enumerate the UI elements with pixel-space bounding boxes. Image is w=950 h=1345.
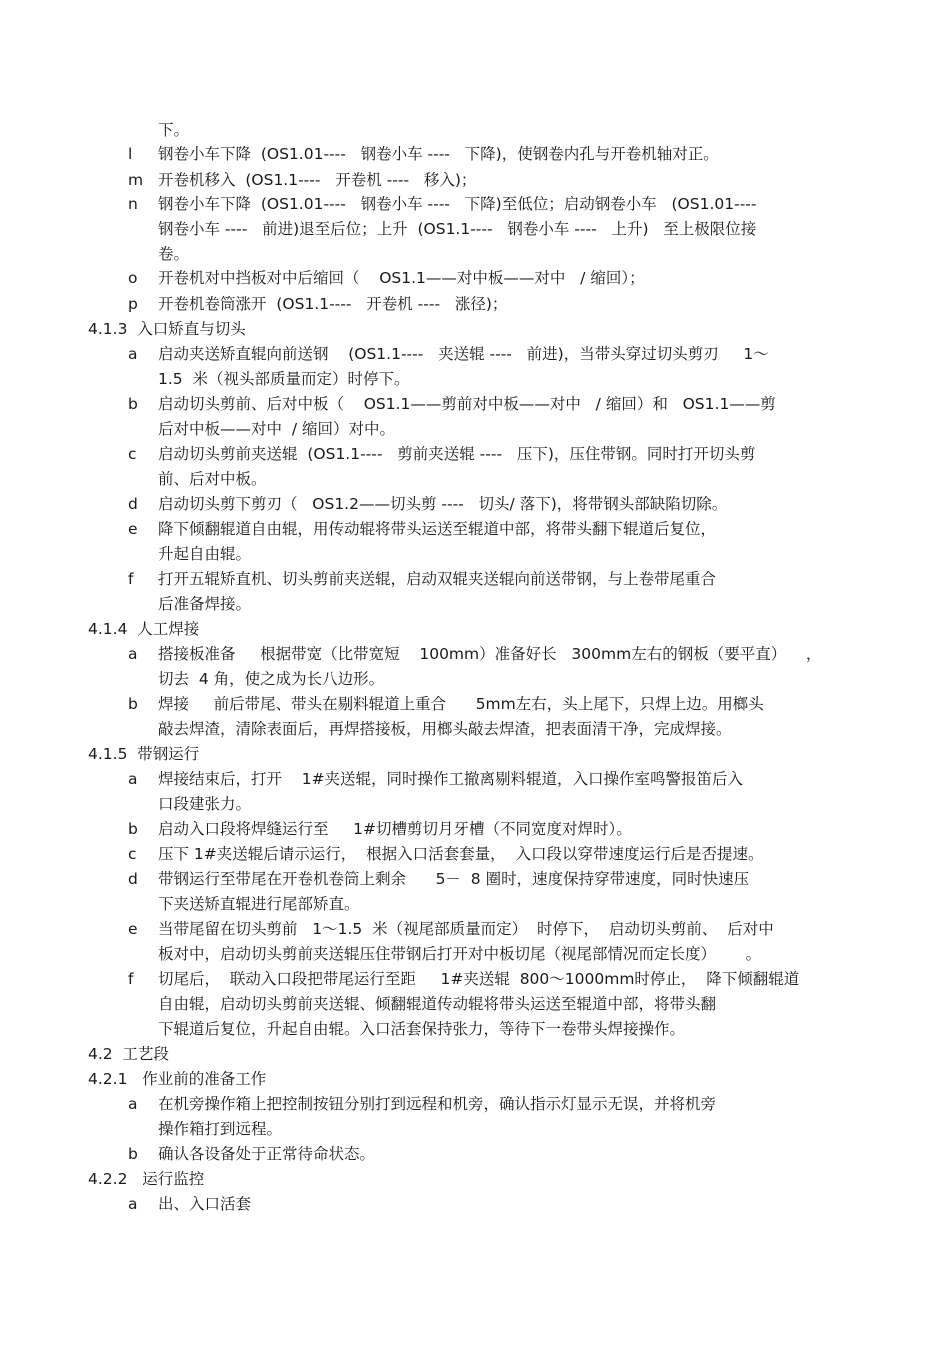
list-item-text: 确认各设备处于正常待命状态。 (158, 1145, 376, 1163)
list-item-continuation: 下夹送矫直辊进行尾部矫直。 (158, 895, 360, 913)
list-item-marker: a (128, 345, 138, 363)
list-item-continuation: 下辊道后复位，升起自由辊。入口活套保持张力，等待下一卷带头焊接操作。 (158, 1020, 686, 1038)
list-item-marker: b (128, 1145, 138, 1163)
list-item-text: 开卷机卷筒涨开 (OS1.1---- 开卷机 ---- 涨径)； (158, 295, 508, 313)
list-item-text: 降下倾翻辊道自由辊，用传动辊将带头运送至辊道中部，将带头翻下辊道后复位， (158, 520, 717, 538)
list-item-continuation: 切去 4 角，使之成为长八边形。 (158, 670, 385, 688)
list-item-continuation: 板对中，启动切头剪前夹送辊压住带钢后打开对中板切尾（视尾部情况而定长度） 。 (158, 945, 762, 963)
list-item-continuation: 后准备焊接。 (158, 595, 252, 613)
list-item-text: 压下 1#夹送辊后请示运行， 根据入口活套套量， 入口段以穿带速度运行后是否提速。 (158, 845, 764, 863)
list-item-marker: b (128, 695, 138, 713)
list-item-text: 启动夹送矫直辊向前送钢 (OS1.1---- 夹送辊 ---- 前进)，当带头穿过切头剪刃 1～ (158, 345, 769, 363)
list-item-text: 搭接板准备 根据带宽（比带宽短 100mm）准备好长 300mm左右的钢板（要平直） ， (158, 645, 822, 663)
list-item-marker: b (128, 395, 138, 413)
list-item-marker: b (128, 820, 138, 838)
list-item-text: 启动切头剪前、后对中板（ OS1.1——剪前对中板——对中 / 缩回）和 OS1.1——剪 (158, 395, 776, 413)
list-item-continuation: 升起自由辊。 (158, 545, 252, 563)
list-item-marker: l (128, 145, 133, 163)
list-item-text: 钢卷小车下降 (OS1.01---- 钢卷小车 ---- 下降)至低位；启动钢卷小车 (OS1.01---- (158, 195, 757, 213)
list-item-marker: n (128, 195, 138, 213)
section-heading: 4.1.5 带钢运行 (88, 745, 200, 763)
list-item-text: 开卷机移入 (OS1.1---- 开卷机 ---- 移入)； (158, 171, 477, 189)
list-item-marker: e (128, 520, 138, 538)
section-heading: 4.1.3 入口矫直与切头 (88, 320, 246, 338)
list-item-continuation: 前、后对中板。 (158, 470, 267, 488)
section-heading: 4.1.4 人工焊接 (88, 620, 200, 638)
list-item-marker: d (128, 495, 138, 513)
list-item-marker: c (128, 845, 137, 863)
list-item-marker: f (128, 970, 134, 988)
list-item-marker: e (128, 920, 138, 938)
list-item-text: 在机旁操作箱上把控制按钮分别打到远程和机旁，确认指示灯显示无误，并将机旁 (158, 1095, 717, 1113)
list-item-marker: d (128, 870, 138, 888)
list-item-continuation: 卷。 (158, 245, 190, 263)
list-item-text: 焊接结束后，打开 1#夹送辊，同时操作工撤离剔料辊道，入口操作室鸣警报笛后入 (158, 770, 744, 788)
section-heading: 4.2.2 运行监控 (88, 1170, 205, 1188)
list-item-text: 开卷机对中挡板对中后缩回（ OS1.1——对中板——对中 / 缩回）； (158, 269, 645, 287)
list-item-text: 打开五辊矫直机、切头剪前夹送辊，启动双辊夹送辊向前送带钢，与上卷带尾重合 (158, 570, 717, 588)
list-item-continuation: 下。 (158, 121, 190, 139)
section-heading: 4.2 工艺段 (88, 1045, 170, 1063)
list-item-text: 切尾后， 联动入口段把带尾运行至距 1#夹送辊 800～1000mm时停止， 降下倾翻辊道 (158, 970, 800, 988)
list-item-marker: o (128, 269, 138, 287)
list-item-text: 出、入口活套 (158, 1195, 252, 1213)
list-item-text: 当带尾留在切头剪前 1～1.5 米（视尾部质量而定） 时停下， 启动切头剪前、 后对中 (158, 920, 774, 938)
list-item-marker: m (128, 171, 144, 189)
list-item-marker: c (128, 445, 137, 463)
list-item-text: 启动切头剪前夹送辊 (OS1.1---- 剪前夹送辊 ---- 压下)，压住带钢。同时打开切头剪 (158, 445, 756, 463)
list-item-continuation: 操作箱打到远程。 (158, 1120, 283, 1138)
list-item-continuation: 钢卷小车 ---- 前进)退至后位；上升 (OS1.1---- 钢卷小车 ---- 上升) 至上极限位接 (158, 220, 757, 238)
list-item-marker: a (128, 770, 138, 788)
list-item-marker: p (128, 295, 138, 313)
list-item-marker: a (128, 645, 138, 663)
list-item-text: 启动入口段将焊缝运行至 1#切槽剪切月牙槽（不同宽度对焊时）。 (158, 820, 632, 838)
list-item-text: 启动切头剪下剪刃（ OS1.2——切头剪 ---- 切头/ 落下)，将带钢头部缺陷切除。 (158, 495, 728, 513)
section-heading: 4.2.1 作业前的准备工作 (88, 1070, 267, 1088)
list-item-continuation: 自由辊，启动切头剪前夹送辊、倾翻辊道传动辊将带头运送至辊道中部，将带头翻 (158, 995, 717, 1013)
list-item-text: 带钢运行至带尾在开卷机卷筒上剩余 5－ 8 圈时，速度保持穿带速度，同时快速压 (158, 870, 750, 888)
list-item-continuation: 口段建张力。 (158, 795, 252, 813)
list-item-text: 焊接 前后带尾、带头在剔料辊道上重合 5mm左右，头上尾下，只焊上边。用榔头 (158, 695, 764, 713)
list-item-marker: a (128, 1195, 138, 1213)
list-item-continuation: 敲去焊渣，清除表面后，再焊搭接板，用榔头敲去焊渣，把表面清干净，完成焊接。 (158, 720, 732, 738)
list-item-continuation: 后对中板——对中 / 缩回）对中。 (158, 420, 396, 438)
list-item-text: 钢卷小车下降 (OS1.01---- 钢卷小车 ---- 下降)，使钢卷内孔与开卷机轴对正。 (158, 145, 719, 163)
list-item-marker: a (128, 1095, 138, 1113)
list-item-marker: f (128, 570, 134, 588)
list-item-continuation: 1.5 米（视头部质量而定）时停下。 (158, 370, 410, 388)
